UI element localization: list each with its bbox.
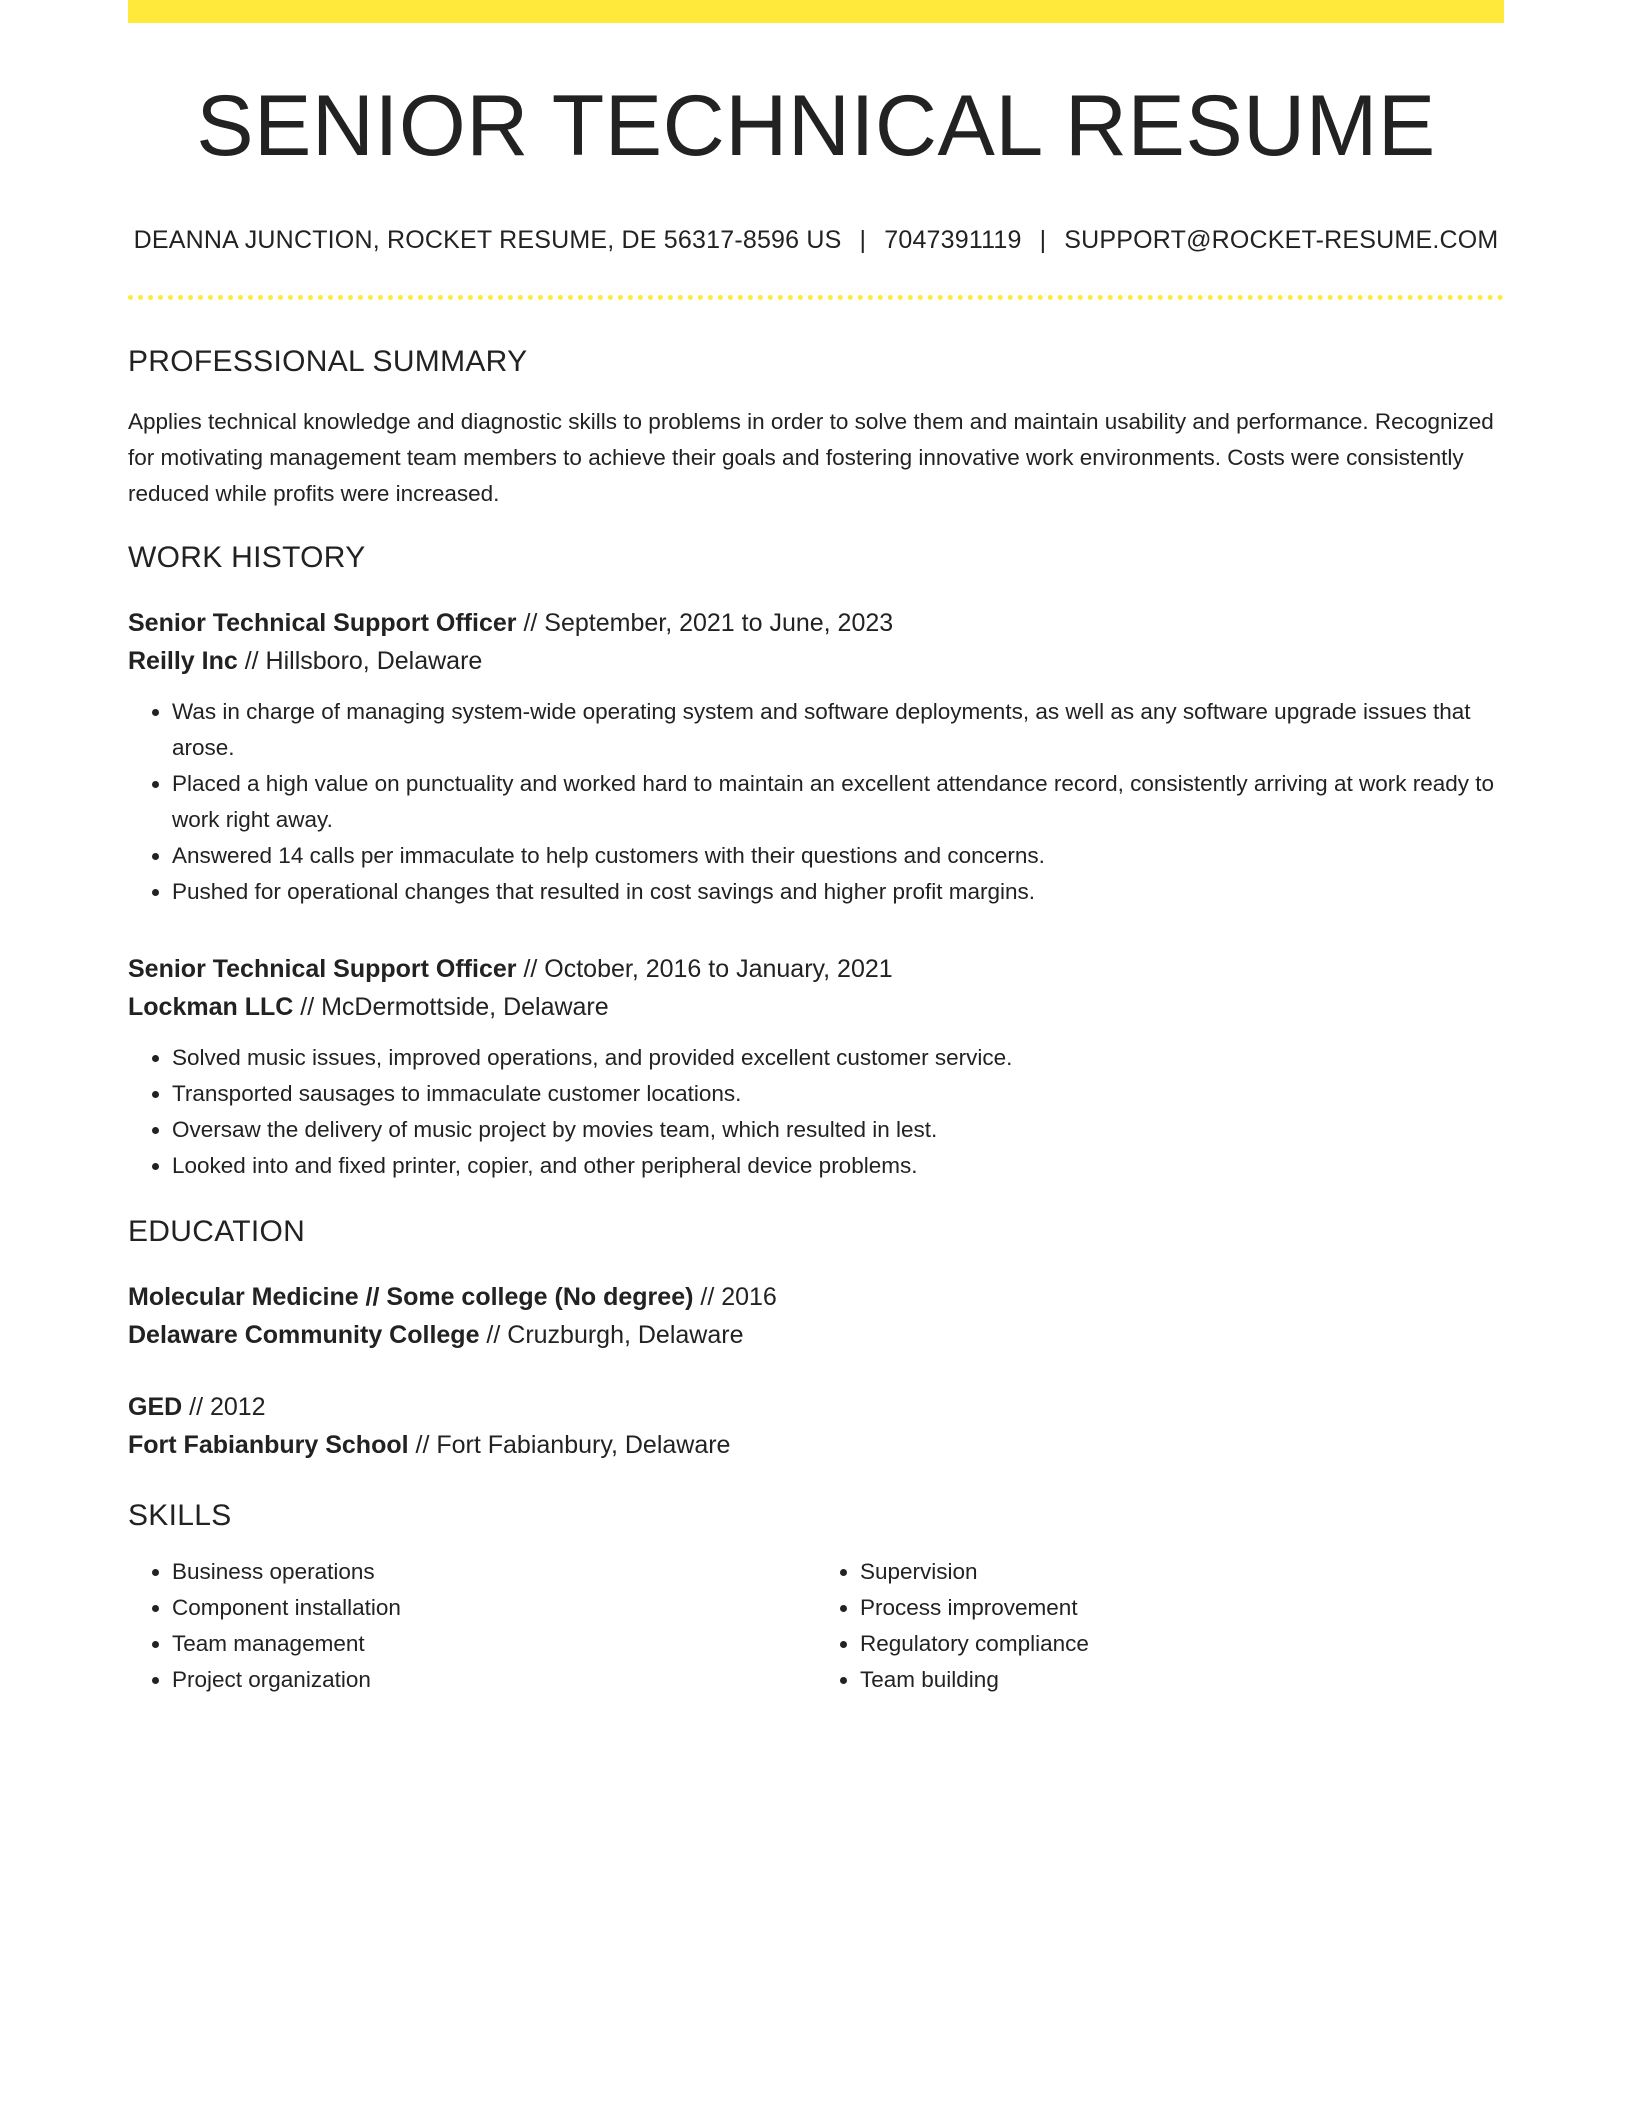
skill-item: • Process improvement xyxy=(860,1590,1504,1626)
job-bullet: • Pushed for operational changes that resulted in cost savings and higher profit margins. xyxy=(172,874,1504,910)
education-degree: GED xyxy=(128,1393,183,1421)
contact-separator: | xyxy=(859,226,867,254)
contact-line xyxy=(128,225,1504,255)
job-company-line xyxy=(128,642,1504,680)
education-year: // 2012 xyxy=(182,1393,266,1421)
job-dates: // October, 2016 to January, 2021 xyxy=(516,955,893,983)
education-school: Delaware Community College xyxy=(128,1321,480,1349)
dotted-divider xyxy=(128,295,1504,300)
job-bullet: • Looked into and fixed printer, copier, and other peripheral device problems. xyxy=(172,1148,1504,1184)
skill-item: • Project organization xyxy=(172,1662,816,1698)
job-bullet: • Oversaw the delivery of music project by movies team, which resulted in lest. xyxy=(172,1112,1504,1148)
education-school-line xyxy=(128,1316,1504,1354)
skill-item: • Supervision xyxy=(860,1554,1504,1590)
skill-item: • Business operations xyxy=(172,1554,816,1590)
education-school: Fort Fabianbury School xyxy=(128,1431,409,1459)
job-title-line xyxy=(128,950,1504,988)
job-title-line xyxy=(128,604,1504,642)
job-bullet: • Answered 14 calls per immaculate to help customers with their questions and concerns. xyxy=(172,838,1504,874)
work-history-heading: WORK HISTORY xyxy=(128,541,366,574)
resume-page xyxy=(128,0,1504,1698)
job-bullet: • Placed a high value on punctuality and worked hard to maintain an excellent attendance record, consistently arriving at work ready to work right away. xyxy=(172,766,1504,838)
skill-item: • Team management xyxy=(172,1626,816,1662)
job-title: Senior Technical Support Officer xyxy=(128,955,517,983)
education-degree: Molecular Medicine // Some college (No degree) xyxy=(128,1283,694,1311)
contact-separator: | xyxy=(1039,226,1047,254)
job-location: // McDermottside, Delaware xyxy=(293,993,609,1021)
job-bullet: • Solved music issues, improved operations, and provided excellent customer service. xyxy=(172,1040,1504,1076)
resume-title: SENIOR TECHNICAL RESUME xyxy=(196,78,1436,174)
contact-address: DEANNA JUNCTION, ROCKET RESUME, DE 56317-8596 US xyxy=(133,226,842,254)
skill-item: • Component installation xyxy=(172,1590,816,1626)
job-bullets xyxy=(128,694,1504,910)
summary-heading: PROFESSIONAL SUMMARY xyxy=(128,345,528,378)
education-degree-line xyxy=(128,1278,1504,1316)
job-title: Senior Technical Support Officer xyxy=(128,609,517,637)
education-location: // Fort Fabianbury, Delaware xyxy=(408,1431,731,1459)
skills-heading: SKILLS xyxy=(128,1499,232,1532)
contact-email: SUPPORT@ROCKET-RESUME.COM xyxy=(1064,226,1499,254)
education-heading: EDUCATION xyxy=(128,1215,306,1248)
job-entry xyxy=(128,604,1504,910)
job-company-line xyxy=(128,988,1504,1026)
job-bullet: • Was in charge of managing system-wide operating system and software deployments, as well as any software upgrade issues that arose. xyxy=(172,694,1504,766)
summary-text: Applies technical knowledge and diagnostic skills to problems in order to solve them and maintain usability and performance. Recognized for motivating management team members to achieve their goals and fostering innovative work environments. Costs were consistently reduced while profits were increased. xyxy=(128,409,1494,506)
skill-item: • Regulatory compliance xyxy=(860,1626,1504,1662)
education-entry xyxy=(128,1278,1504,1354)
education-degree-line xyxy=(128,1388,1504,1426)
job-entry xyxy=(128,950,1504,1184)
job-bullet: • Transported sausages to immaculate customer locations. xyxy=(172,1076,1504,1112)
job-bullets xyxy=(128,1040,1504,1184)
accent-top-bar xyxy=(128,0,1504,23)
education-year: // 2016 xyxy=(693,1283,777,1311)
skill-item: • Team building xyxy=(860,1662,1504,1698)
education-school-line xyxy=(128,1426,1504,1464)
skills-list-left xyxy=(128,1554,816,1698)
skills-columns xyxy=(128,1554,1504,1698)
education-location: // Cruzburgh, Delaware xyxy=(479,1321,744,1349)
job-location: // Hillsboro, Delaware xyxy=(237,647,483,675)
skills-list-right xyxy=(816,1554,1504,1698)
contact-phone: 7047391119 xyxy=(884,226,1022,254)
job-dates: // September, 2021 to June, 2023 xyxy=(516,609,894,637)
education-entry xyxy=(128,1388,1504,1464)
job-company: Reilly Inc xyxy=(128,647,238,675)
job-company: Lockman LLC xyxy=(128,993,294,1021)
